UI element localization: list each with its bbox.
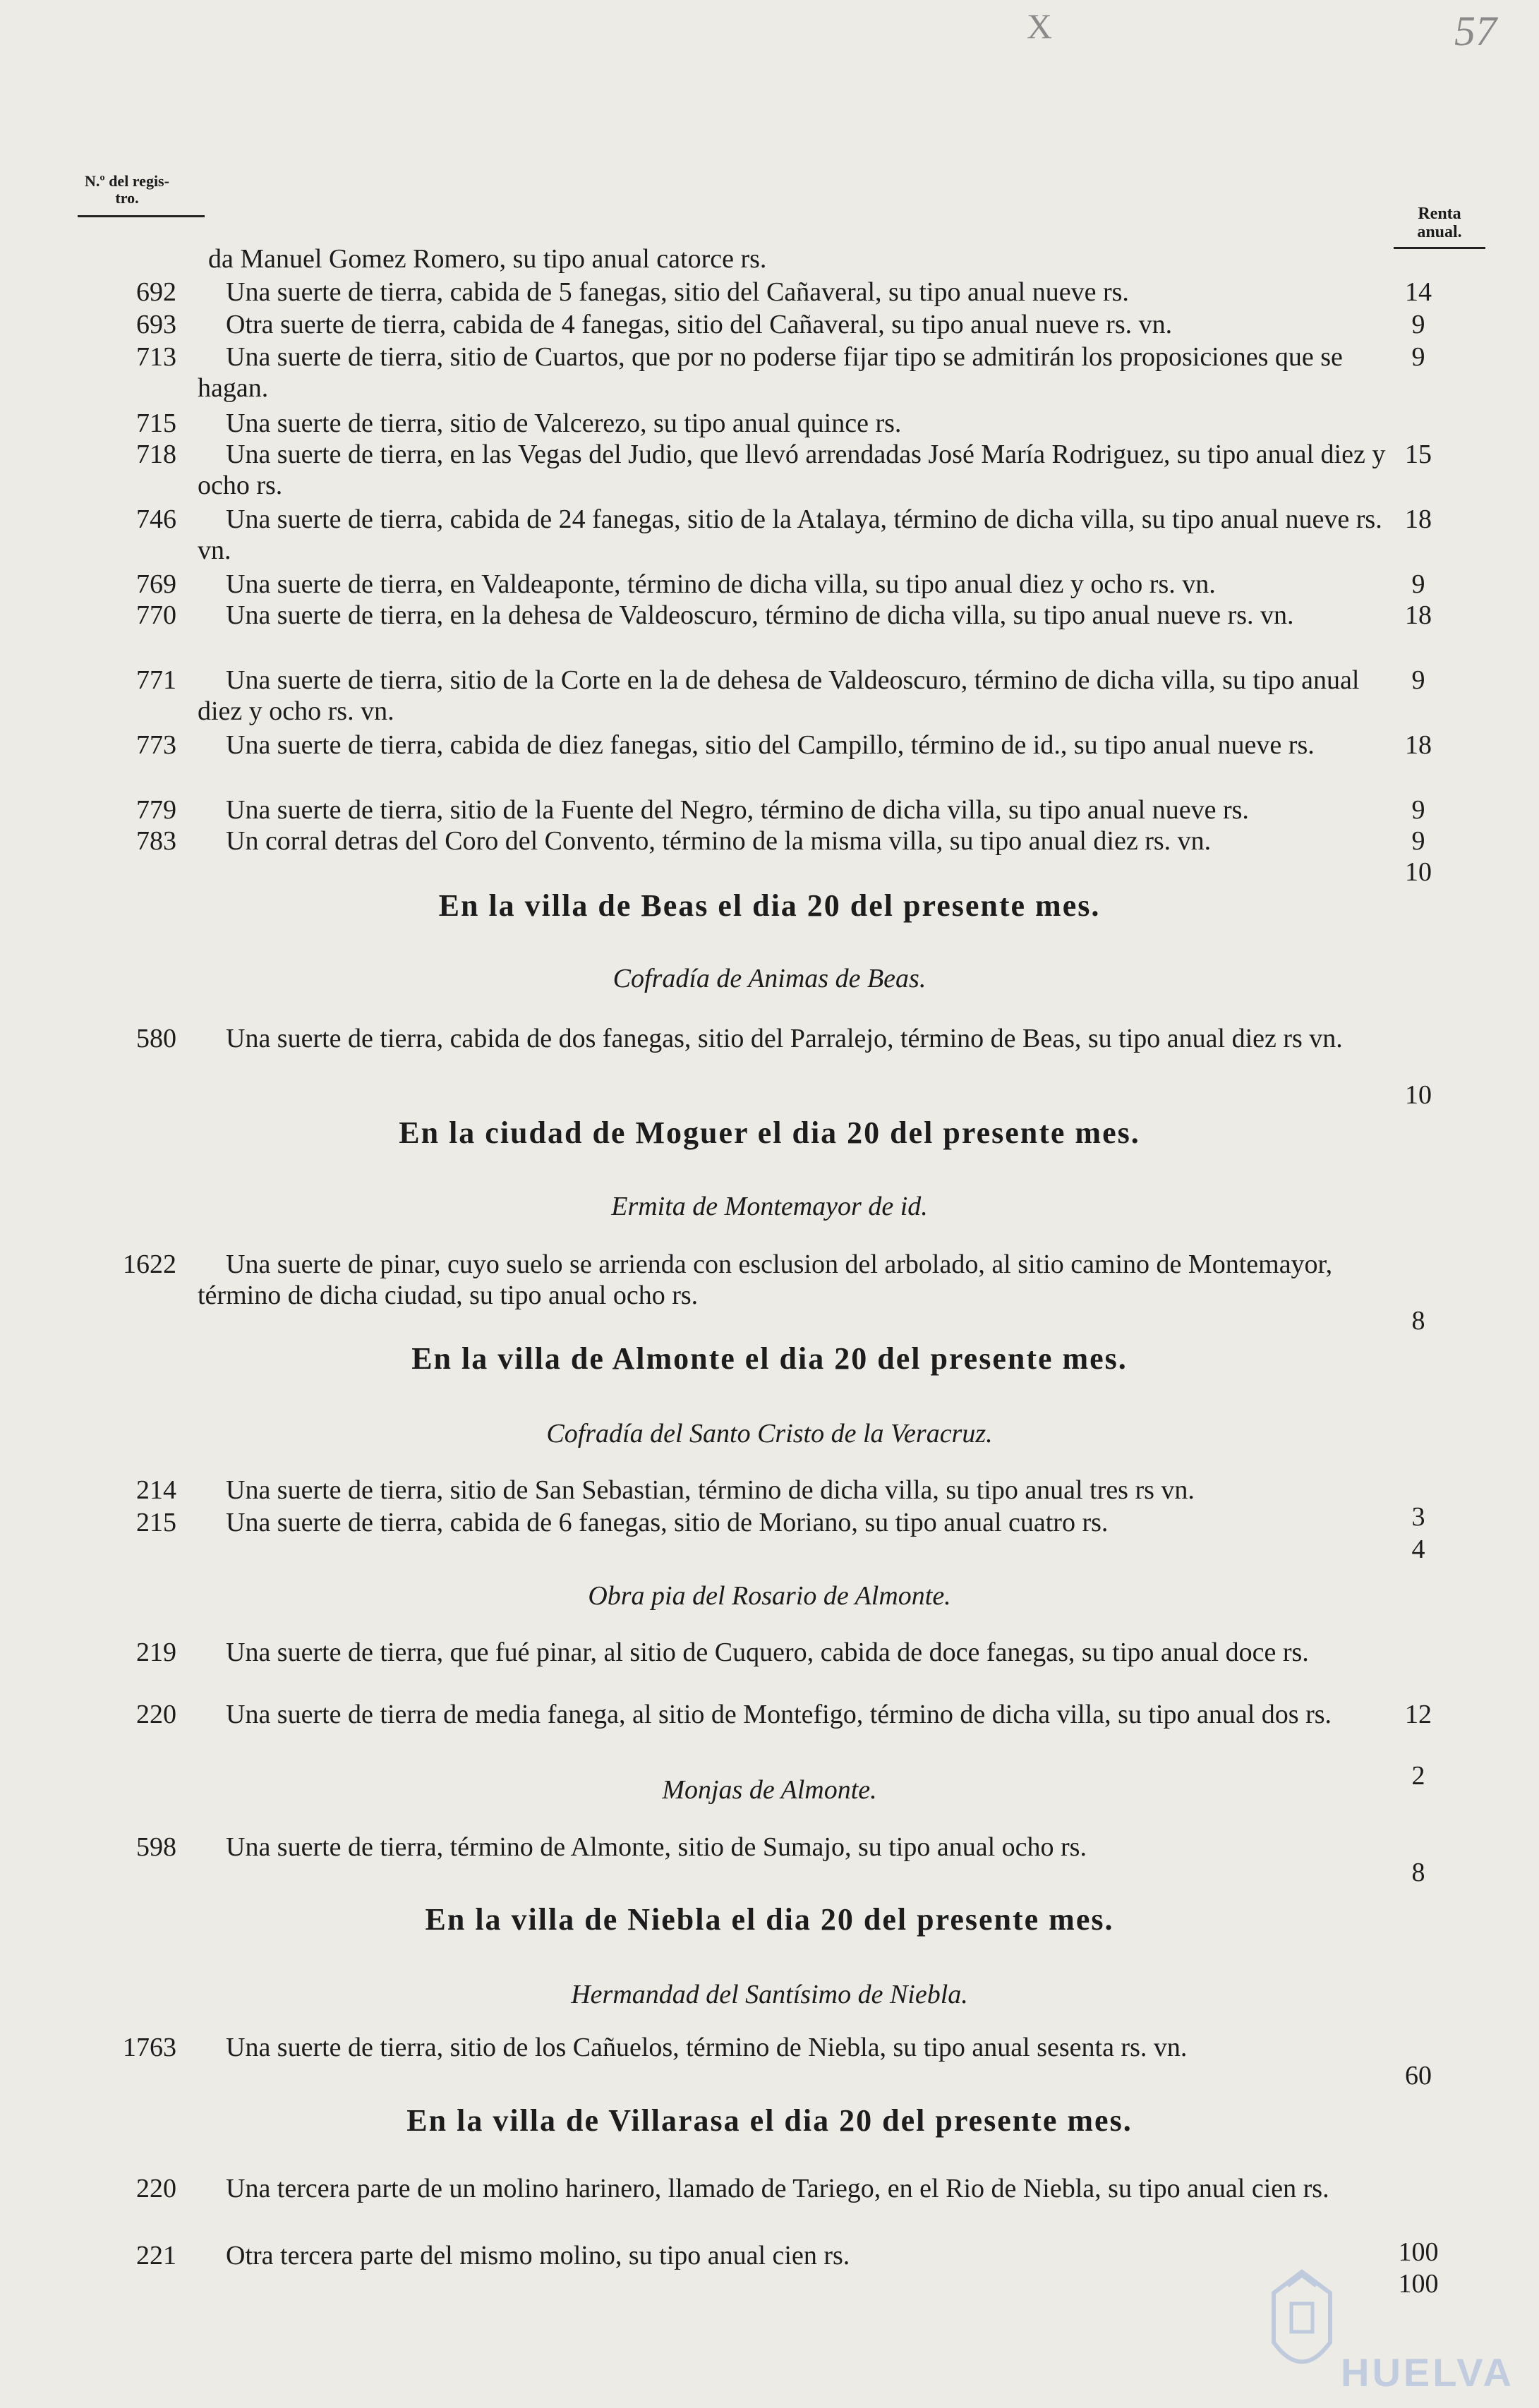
register-number: 220 bbox=[136, 2174, 176, 2203]
annual-rent: 4 bbox=[1411, 1535, 1425, 1564]
register-number: 771 bbox=[136, 665, 176, 695]
annual-rent: 9 bbox=[1411, 665, 1425, 695]
entry-text: Una suerte de tierra, sitio de Valcerezo, su tipo anual quince rs. bbox=[226, 409, 902, 438]
section-heading-almonte: En la villa de Almonte el dia 20 del presente mes. bbox=[411, 1341, 1128, 1376]
entry-text: Una suerte de tierra, cabida de 5 fanegas, sitio del Cañaveral, su tipo anual nueve rs. bbox=[226, 277, 1129, 307]
register-number: 693 bbox=[136, 310, 176, 339]
register-number: 215 bbox=[136, 1508, 176, 1537]
annual-rent: 2 bbox=[1411, 1761, 1425, 1791]
annual-rent: 9 bbox=[1411, 310, 1425, 339]
section-heading-moguer: En la ciudad de Moguer el dia 20 del presente mes. bbox=[399, 1115, 1140, 1150]
register-number: 718 bbox=[136, 440, 176, 469]
annual-rent: 10 bbox=[1405, 857, 1432, 887]
annual-rent: 10 bbox=[1405, 1080, 1432, 1110]
subheading-ermita-montemayor: Ermita de Montemayor de id. bbox=[611, 1192, 928, 1221]
register-number: 692 bbox=[136, 277, 176, 307]
annual-rent: 9 bbox=[1411, 795, 1425, 825]
subheading-hermandad-santisimo: Hermandad del Santísimo de Niebla. bbox=[571, 1980, 968, 2009]
coat-of-arms-icon bbox=[1263, 2265, 1341, 2385]
register-number: 598 bbox=[136, 1832, 176, 1862]
entry-text: Una suerte de tierra, en las Vegas del Judio, que llevó arrendadas José María Rodriguez, su tipo anual diez y ocho rs. bbox=[198, 440, 1386, 500]
corner-mark: X bbox=[1027, 6, 1053, 46]
section-heading-niebla: En la villa de Niebla el dia 20 del presente mes. bbox=[425, 1902, 1114, 1937]
entry-text: Una suerte de tierra, sitio de la Fuente del Negro, término de dicha villa, su tipo anual nueve rs. bbox=[226, 795, 1249, 825]
annual-rent: 18 bbox=[1405, 730, 1432, 760]
subheading-monjas-almonte: Monjas de Almonte. bbox=[662, 1775, 877, 1805]
register-number: 1622 bbox=[123, 1250, 176, 1279]
annual-rent: 12 bbox=[1405, 1700, 1432, 1729]
entry-text: Una suerte de tierra, término de Almonte, sitio de Sumajo, su tipo anual ocho rs. bbox=[226, 1832, 1087, 1862]
annual-rent: 14 bbox=[1405, 277, 1432, 307]
stamp-label: HUELVA bbox=[1341, 2350, 1514, 2395]
entry-text: Otra tercera parte del mismo molino, su tipo anual cien rs. bbox=[226, 2241, 850, 2270]
register-number: 219 bbox=[136, 1638, 176, 1667]
annual-rent: 100 bbox=[1398, 2269, 1439, 2299]
entry-text: Una suerte de tierra de media fanega, al sitio de Montefigo, término de dicha villa, su tipo anual dos rs. bbox=[226, 1700, 1332, 1729]
register-number: 769 bbox=[136, 569, 176, 599]
annual-rent-header: Renta anual. bbox=[1417, 205, 1462, 241]
annual-rent: 15 bbox=[1405, 440, 1432, 469]
register-number: 746 bbox=[136, 504, 176, 534]
register-number: 783 bbox=[136, 826, 176, 856]
register-number: 221 bbox=[136, 2241, 176, 2270]
entry-text: Una suerte de tierra, sitio de la Corte en la de dehesa de Valdeoscuro, término de dicha villa, su tipo anual diez y ocho rs. vn. bbox=[198, 665, 1360, 726]
annual-rent: 18 bbox=[1405, 600, 1432, 630]
register-number: 580 bbox=[136, 1024, 176, 1053]
entry-text: Otra suerte de tierra, cabida de 4 fanegas, sitio del Cañaveral, su tipo anual nueve rs. vn. bbox=[226, 310, 1173, 339]
entry-text: Una suerte de tierra, cabida de 6 fanegas, sitio de Moriano, su tipo anual cuatro rs. bbox=[226, 1508, 1109, 1537]
annual-rent: 100 bbox=[1398, 2237, 1439, 2267]
annual-rent: 8 bbox=[1411, 1306, 1425, 1336]
subheading-cofradia-veracruz: Cofradía del Santo Cristo de la Veracruz. bbox=[546, 1419, 993, 1448]
register-number: 779 bbox=[136, 795, 176, 825]
page-number: 57 bbox=[1454, 8, 1497, 54]
entry-text: Una suerte de pinar, cuyo suelo se arrienda con esclusion del arbolado, al sitio camino de Montemayor, término de dicha ciudad, su tipo anual ocho rs. bbox=[198, 1250, 1333, 1310]
entry-text: Una tercera parte de un molino harinero, llamado de Tariego, en el Rio de Niebla, su tipo anual cien rs. bbox=[226, 2174, 1329, 2203]
register-number: 220 bbox=[136, 1700, 176, 1729]
entry-text: Una suerte de tierra, cabida de dos fanegas, sitio del Parralejo, término de Beas, su tipo anual diez rs vn. bbox=[226, 1024, 1343, 1053]
annual-rent: 8 bbox=[1411, 1858, 1425, 1887]
entry-text: Una suerte de tierra, que fué pinar, al sitio de Cuquero, cabida de doce fanegas, su tipo anual doce rs. bbox=[226, 1638, 1309, 1667]
entry-text: Una suerte de tierra, en la dehesa de Valdeoscuro, término de dicha villa, su tipo anual nueve rs. vn. bbox=[226, 600, 1294, 630]
section-heading-villarasa: En la villa de Villarasa el dia 20 del presente mes. bbox=[406, 2103, 1133, 2138]
annual-rent: 18 bbox=[1405, 504, 1432, 534]
register-number-header: N.º del regis- tro. bbox=[85, 172, 169, 207]
subheading-obra-pia-rosario: Obra pia del Rosario de Almonte. bbox=[588, 1581, 951, 1611]
annual-rent: 60 bbox=[1405, 2061, 1432, 2091]
entry-text: Una suerte de tierra, cabida de diez fanegas, sitio del Campillo, término de id., su tipo anual nueve rs. bbox=[226, 730, 1315, 760]
annual-rent: 9 bbox=[1411, 826, 1425, 856]
register-number: 773 bbox=[136, 730, 176, 760]
register-number: 214 bbox=[136, 1475, 176, 1505]
header-rule-left bbox=[78, 215, 205, 217]
annual-rent: 3 bbox=[1411, 1502, 1425, 1532]
subheading-cofradia-animas: Cofradía de Animas de Beas. bbox=[612, 964, 927, 993]
register-number: 770 bbox=[136, 600, 176, 630]
entry-text: Una suerte de tierra, sitio de los Cañuelos, término de Niebla, su tipo anual sesenta rs. vn. bbox=[226, 2033, 1188, 2062]
entry-text: Un corral detras del Coro del Convento, término de la misma villa, su tipo anual diez rs. vn. bbox=[226, 826, 1212, 856]
entry-text: Una suerte de tierra, sitio de San Sebastian, término de dicha villa, su tipo anual tres rs vn. bbox=[226, 1475, 1195, 1505]
register-number: 713 bbox=[136, 342, 176, 372]
entry-text: Una suerte de tierra, cabida de 24 fanegas, sitio de la Atalaya, término de dicha villa, su tipo anual nueve rs. vn. bbox=[198, 504, 1382, 565]
register-number: 715 bbox=[136, 409, 176, 438]
entry-text: da Manuel Gomez Romero, su tipo anual catorce rs. bbox=[208, 244, 767, 274]
entry-text: Una suerte de tierra, sitio de Cuartos, que por no poderse fijar tipo se admitirán los proposiciones que se hagan. bbox=[198, 342, 1343, 403]
entry-text: Una suerte de tierra, en Valdeaponte, término de dicha villa, su tipo anual diez y ocho rs. vn. bbox=[226, 569, 1216, 599]
section-heading-beas: En la villa de Beas el dia 20 del presente mes. bbox=[438, 888, 1101, 923]
register-number: 1763 bbox=[123, 2033, 176, 2062]
library-stamp bbox=[1263, 2265, 1514, 2395]
annual-rent: 9 bbox=[1411, 569, 1425, 599]
annual-rent: 9 bbox=[1411, 342, 1425, 372]
